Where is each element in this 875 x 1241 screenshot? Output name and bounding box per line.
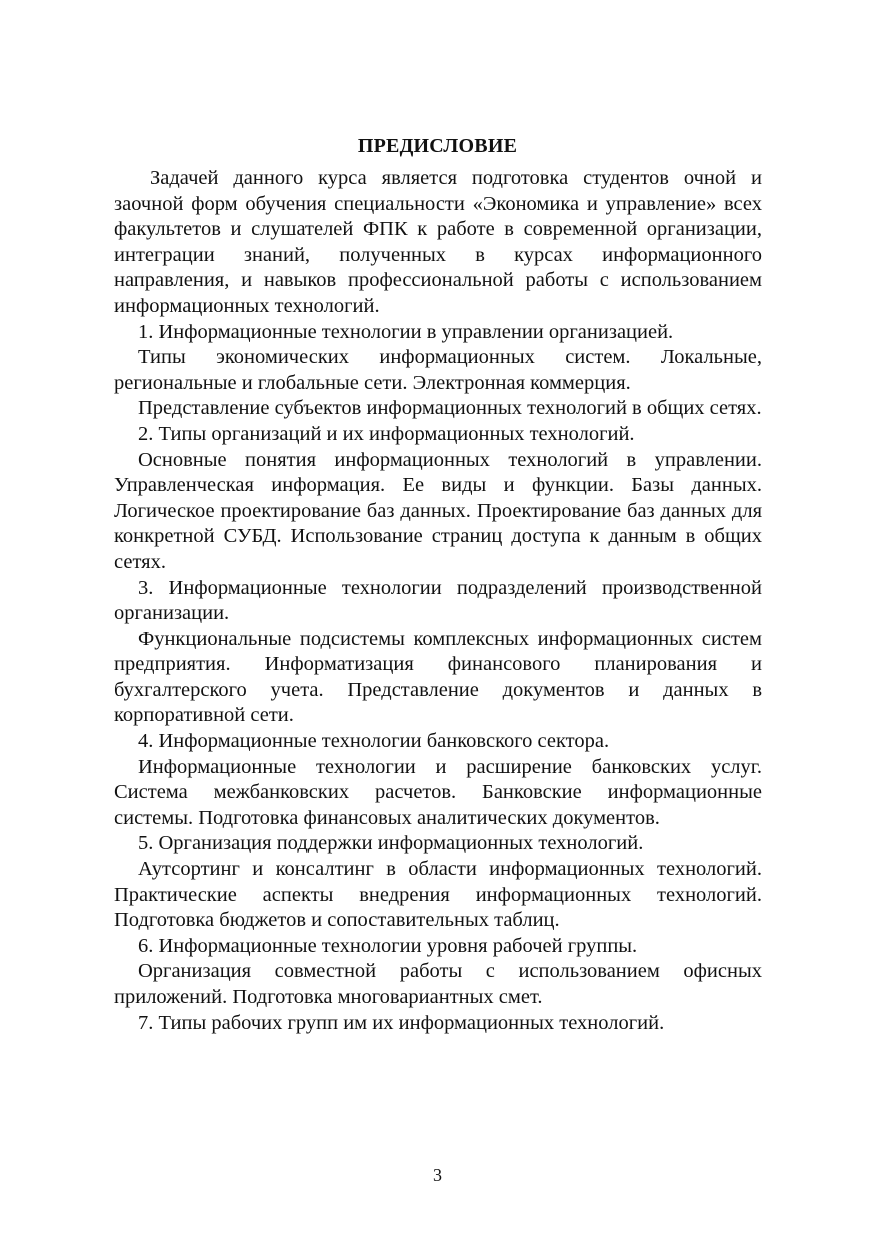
section-text-4: Информационные технологии и расширение банковских услуг. Система межбанковских расчетов. Банковские информационные системы. Подготовка финансовых аналитических документов. (114, 755, 762, 829)
section-text-1a: Типы экономических информационных систем. Локальные, региональные и глобальные сети. Электронная коммерция. (114, 346, 762, 394)
body-text (114, 166, 762, 1036)
section-heading-6: 6. Информационные технологии уровня рабочей группы. (138, 934, 638, 957)
section-heading-3: 3. Информационные технологии подразделений производственной организации. (114, 576, 762, 625)
section-heading-2: 2. Типы организаций и их информационных технологий. (138, 422, 635, 445)
page-title: ПРЕДИСЛОВИЕ (357, 135, 518, 157)
section-text-1b: Представление субъектов информационных технологий в общих сетях. (138, 397, 762, 420)
section-text-6: Организация совместной работы с использованием офисных приложений. Подготовка многовариантных смет. (114, 960, 762, 1008)
intro-paragraph: Задачей данного курса является подготовка студентов очной и заочной форм обучения специальности «Экономика и управление» всех факультетов и слушателей ФПК к работе в современной организации, интеграции знаний, полученных в курсах информационного направления, и навыков профессиональной работы с использованием информационных технологий. (114, 167, 762, 317)
section-text-3: Функциональные подсистемы комплексных информационных систем предприятия. Информатизация финансового планирования и бухгалтерского учета. Представление документов и данных в корпоративной сети. (114, 627, 762, 727)
page-number: 3 (433, 1165, 442, 1185)
section-heading-1: 1. Информационные технологии в управлении организацией. (138, 320, 674, 343)
section-heading-4: 4. Информационные технологии банковского сектора. (138, 730, 610, 753)
section-text-5: Аутсортинг и консалтинг в области информационных технологий. Практические аспекты внедрения информационных технологий. Подготовка бюджетов и сопоставительных таблиц. (114, 858, 762, 932)
section-text-2: Основные понятия информационных технологий в управлении. Управленческая информация. Ее виды и функции. Базы данных. Логическое проектирование баз данных. Проектирование баз данных для конкретной СУБД. Использование страниц доступа к данным в общих сетях. (114, 448, 762, 573)
section-heading-7: 7. Типы рабочих групп им их информационных технологий. (138, 1011, 665, 1034)
section-heading-5: 5. Организация поддержки информационных технологий. (138, 832, 644, 855)
